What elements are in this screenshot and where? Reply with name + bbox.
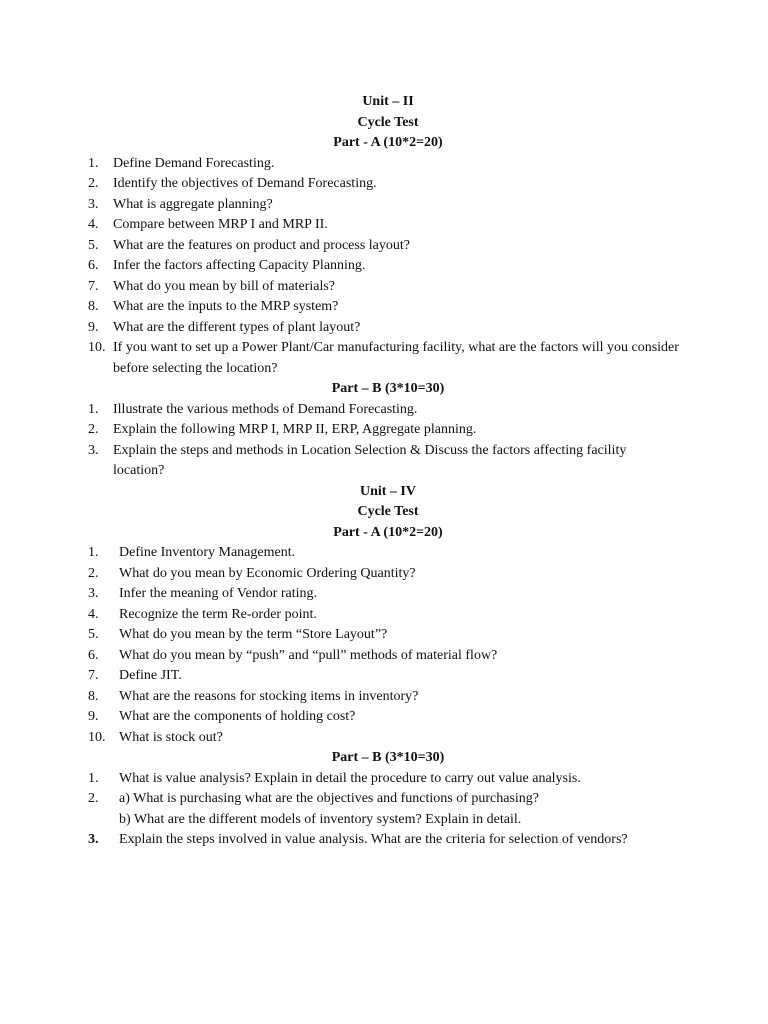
question-item	[88, 543, 688, 564]
question-item	[88, 297, 688, 318]
question-number: 3.	[88, 196, 99, 212]
question-number: 7.	[88, 668, 99, 683]
question-item	[88, 256, 688, 277]
question-number: 8.	[88, 688, 99, 704]
question-item	[88, 195, 688, 216]
question-text: Illustrate the various methods of Demand Forecasting.	[113, 401, 418, 417]
question-item	[88, 687, 688, 708]
question-item	[88, 154, 688, 175]
unit-4-part-b	[88, 748, 688, 851]
question-text: What do you mean by “push” and “pull” methods of material flow?	[119, 647, 498, 663]
question-item	[88, 215, 688, 236]
question-text: Define Inventory Management.	[119, 545, 296, 560]
question-item	[88, 277, 688, 298]
question-number: 1.	[88, 545, 99, 560]
test-title: Cycle Test	[357, 504, 419, 519]
unit-2-header	[88, 92, 688, 154]
part-a-heading: Part - A (10*2=20)	[333, 135, 443, 150]
question-number: 1.	[88, 770, 99, 786]
question-text: What are the inputs to the MRP system?	[113, 299, 339, 314]
question-number: 4.	[88, 217, 99, 232]
question-text: What is aggregate planning?	[113, 196, 273, 212]
question-item	[88, 318, 688, 339]
question-text: Recognize the term Re-order point.	[119, 606, 317, 622]
question-text: Explain the steps and methods in Location Selection & Discuss the factors affecting facility location?	[113, 442, 627, 478]
question-text: What do you mean by Economic Ordering Quantity?	[119, 565, 416, 581]
unit-2-part-a	[88, 154, 688, 380]
test-title: Cycle Test	[357, 114, 419, 130]
question-text: Infer the factors affecting Capacity Planning.	[113, 258, 366, 273]
question-text: Identify the objectives of Demand Forecasting.	[113, 176, 377, 191]
question-item	[88, 728, 688, 749]
question-subpart: b) What are the different models of inventory system? Explain in detail.	[119, 811, 522, 827]
unit-4-header	[88, 482, 688, 544]
question-item	[88, 789, 688, 830]
unit-title: Unit – II	[362, 94, 414, 109]
question-text: Explain the following MRP I, MRP II, ERP, Aggregate planning.	[113, 422, 477, 437]
question-text: What is value analysis? Explain in detail the procedure to carry out value analysis.	[119, 770, 581, 786]
question-item	[88, 420, 688, 441]
question-number: 8.	[88, 299, 99, 314]
question-text: Compare between MRP I and MRP II.	[113, 217, 328, 232]
question-item	[88, 338, 688, 379]
unit-title: Unit – IV	[359, 483, 416, 499]
question-item	[88, 707, 688, 728]
question-item	[88, 646, 688, 667]
question-number: 4.	[88, 606, 99, 622]
question-number: 5.	[88, 627, 99, 642]
question-number: 2.	[88, 422, 99, 437]
question-number: 3.	[88, 442, 99, 458]
question-text: If you want to set up a Power Plant/Car manufacturing facility, what are the factors will you consider before selecting the location?	[113, 340, 679, 376]
question-item	[88, 666, 688, 687]
question-text: What do you mean by the term “Store Layout”?	[119, 627, 388, 642]
question-number: 2.	[88, 791, 99, 806]
question-item	[88, 174, 688, 195]
question-item	[88, 605, 688, 626]
part-b-heading: Part – B (3*10=30)	[331, 381, 445, 396]
question-item	[88, 400, 688, 421]
question-text: What are the reasons for stocking items in inventory?	[119, 688, 419, 704]
question-item	[88, 236, 688, 257]
question-number: 1.	[88, 401, 99, 417]
question-text: What are the components of holding cost?	[119, 709, 356, 724]
part-b-heading: Part – B (3*10=30)	[331, 750, 445, 765]
question-number: 5.	[88, 237, 99, 253]
question-item	[88, 830, 688, 851]
question-number: 1.	[88, 155, 99, 171]
question-text: Explain the steps involved in value analysis. What are the criteria for selection of vendors?	[119, 832, 628, 847]
question-number: 6.	[88, 647, 99, 663]
question-number: 9.	[88, 709, 99, 724]
question-item	[88, 564, 688, 585]
question-text: a) What is purchasing what are the objectives and functions of purchasing?	[119, 791, 539, 806]
question-text: What do you mean by bill of materials?	[113, 278, 335, 294]
question-number: 10.	[88, 340, 106, 355]
question-number: 3.	[88, 586, 99, 601]
part-a-heading: Part - A (10*2=20)	[333, 524, 443, 540]
question-number: 9.	[88, 319, 99, 335]
question-text: Infer the meaning of Vendor rating.	[119, 586, 318, 601]
question-item	[88, 769, 688, 790]
question-number: 10.	[88, 729, 106, 745]
question-number: 2.	[88, 176, 99, 191]
question-number: 3.	[88, 832, 99, 847]
question-item	[88, 441, 688, 482]
question-text: Define JIT.	[119, 668, 182, 683]
question-number: 6.	[88, 258, 99, 273]
unit-2-part-b	[88, 379, 688, 482]
unit-4-part-a	[88, 543, 688, 748]
question-number: 2.	[88, 565, 99, 581]
question-text: Define Demand Forecasting.	[113, 155, 275, 171]
question-item	[88, 625, 688, 646]
question-item	[88, 584, 688, 605]
question-text: What are the features on product and process layout?	[113, 237, 410, 253]
question-text: What are the different types of plant layout?	[113, 319, 361, 335]
question-number: 7.	[88, 278, 99, 294]
question-text: What is stock out?	[119, 729, 223, 745]
